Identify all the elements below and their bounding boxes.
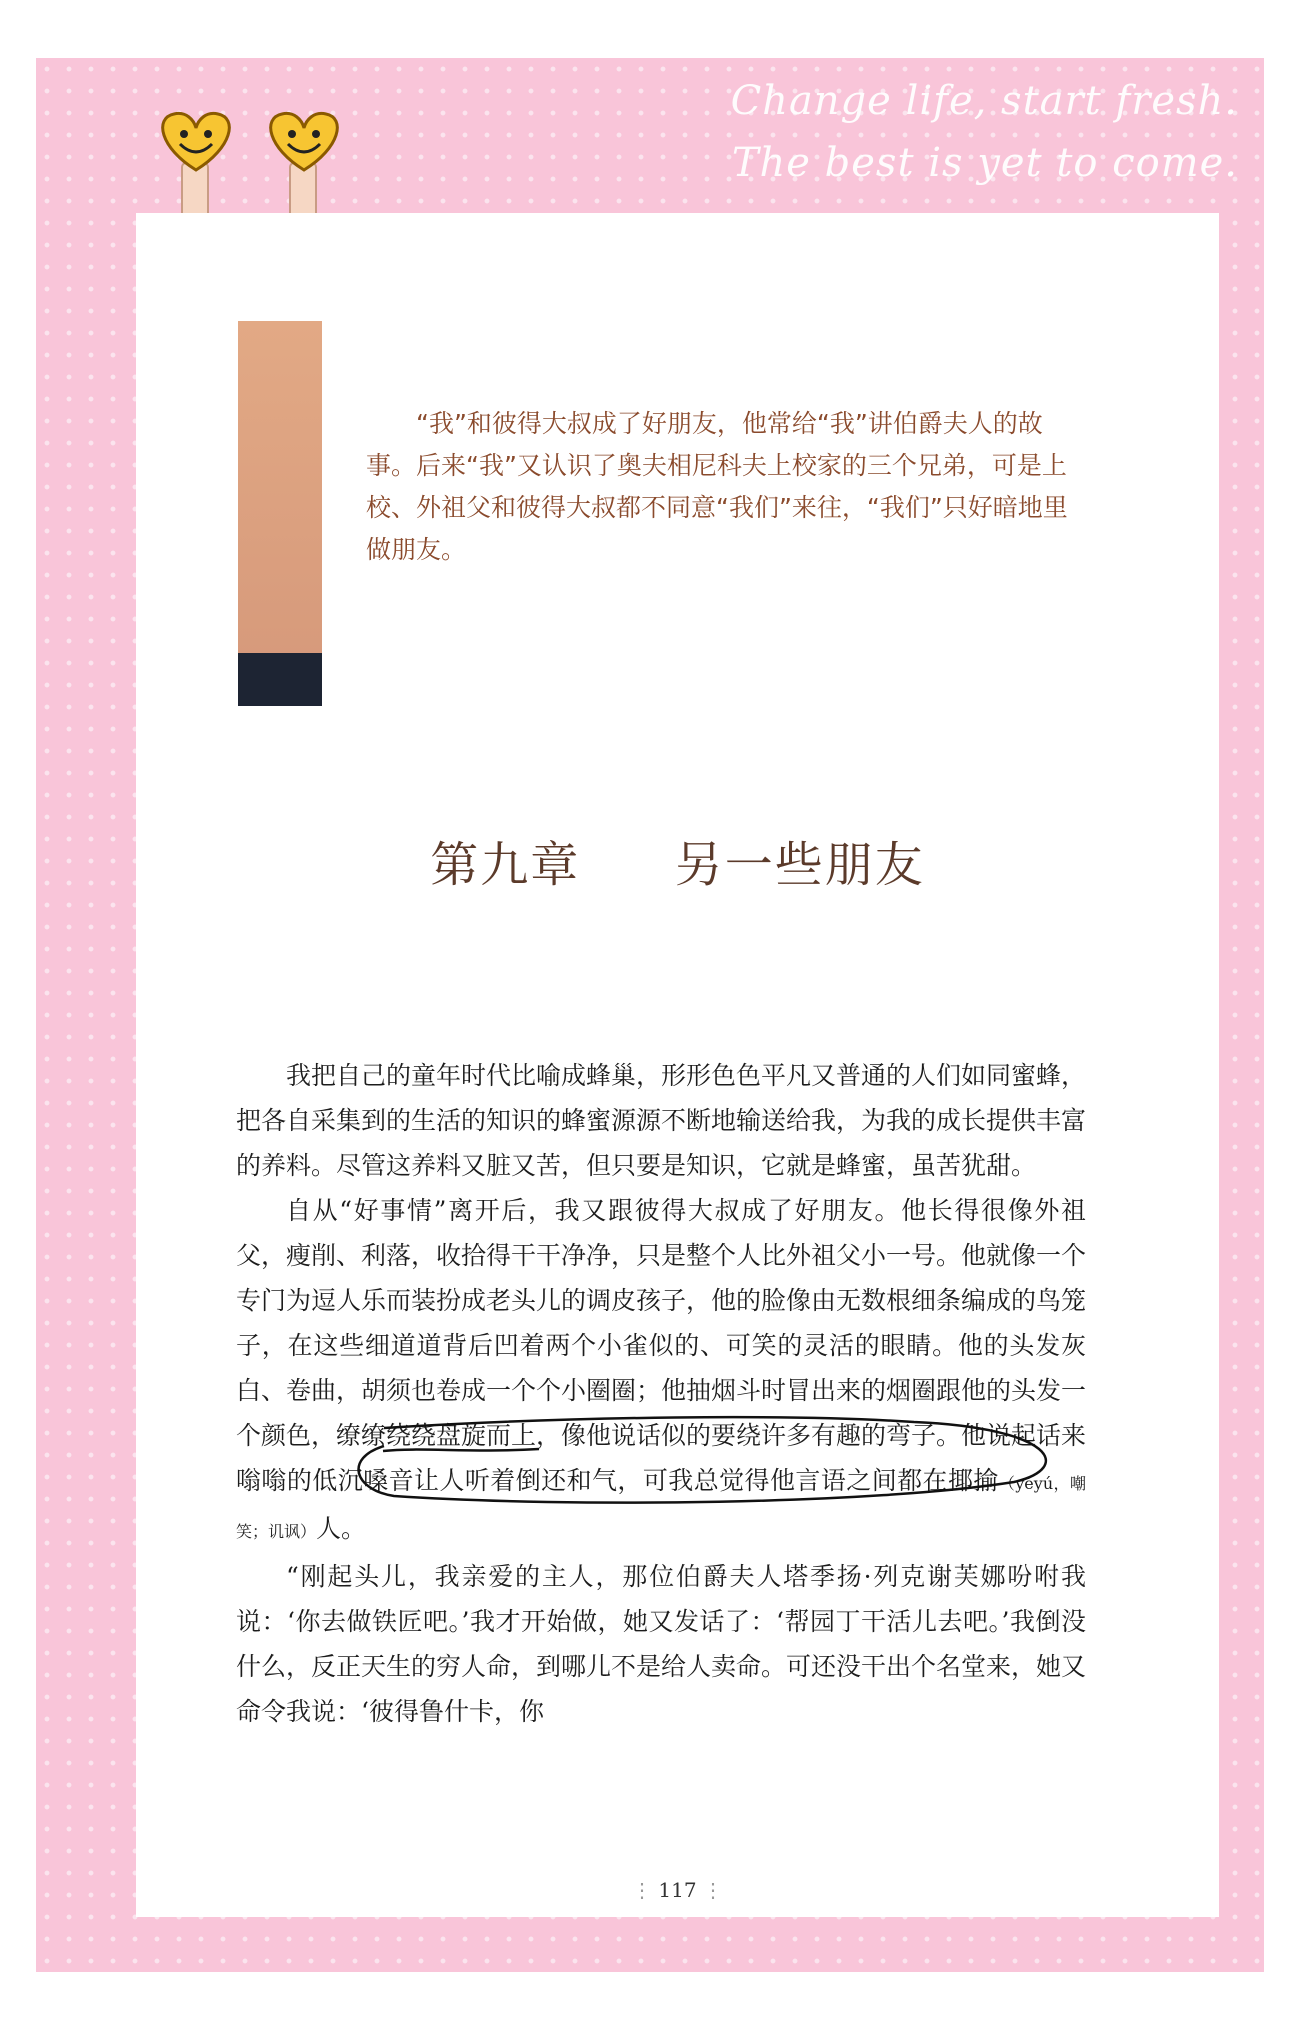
- paragraph-text: 人。: [316, 1514, 367, 1543]
- slogan-line-1: Change life, start fresh.: [730, 78, 1238, 124]
- smiley-heart-icon: [258, 108, 350, 224]
- decorative-side-bar-foot: [238, 653, 322, 706]
- paragraph: 我把自己的童年时代比喻成蜂巢，形形色色平凡又普通的人们如同蜜蜂，把各自采集到的生活的知识的蜂蜜源源不断地输送给我，为我的成长提供丰富的养料。尽管这养料又脏又苦，但只要是知识，它就是蜂蜜，虽苦犹甜。: [236, 1061, 1087, 1180]
- summary-text: “我”和彼得大叔成了好朋友，他常给“我”讲伯爵夫人的故事。后来“我”又认识了奥夫相尼科夫上校家的三个兄弟，可是上校、外祖父和彼得大叔都不同意“我们”来往，“我们”只好暗地里做朋友。: [366, 409, 1068, 564]
- page-number-value: 117: [658, 1878, 697, 1902]
- chapter-title: 另一些朋友: [674, 837, 925, 893]
- chapter-body: [236, 1053, 1086, 1734]
- pen-annotation-loop: [274, 1408, 1154, 1518]
- pinyin-note: （yéyú，嘲笑；讥讽）: [236, 1474, 1086, 1541]
- chapter-number: 第九章: [430, 837, 581, 893]
- paragraph: “刚起头儿，我亲爱的主人，那位伯爵夫人塔季扬·列克谢芙娜吩咐我说：‘你去做铁匠吧。’我才开始做，她又发话了：‘帮园丁干活儿去吧。’我倒没什么，反正天生的穷人命，到哪儿不是给人卖命。可还没干出个名堂来，她又命令我说：‘彼得鲁什卡，你: [236, 1562, 1087, 1726]
- slogan-line-2: The best is yet to come.: [731, 140, 1238, 186]
- book-page: [136, 213, 1219, 1917]
- chapter-summary: [366, 403, 1086, 571]
- page-number: ⋮ 117 ⋮: [632, 1878, 723, 1902]
- pen-strikethrough: [381, 1443, 541, 1457]
- smiley-heart-icon: [150, 108, 242, 224]
- paragraph-text: 自从“好事情”离开后，我又跟彼得大叔成了好朋友。他长得很像外祖父，瘦削、利落，收拾得干干净净，只是整个人比外祖父小一号。他就像一个专门为逗人乐而装扮成老头儿的调皮孩子，他的脸像由无数根细条编成的鸟笼子，在这些细道道背后凹着两个小雀似的、可笑的灵活的眼睛。他的头发灰白、卷曲，胡须也卷成一个个小圈圈；他抽烟斗时冒出来的烟圈跟他的头发一个颜色，缭缭绕绕盘旋而上，像他说话似的要绕许多有趣的弯子。他说起话来嗡嗡的低沉嗓音让人听着倒还和气，可我总觉得他言语之间都在揶揄: [236, 1196, 1087, 1495]
- chapter-heading: [136, 826, 1219, 895]
- decorative-side-bar: [238, 321, 322, 706]
